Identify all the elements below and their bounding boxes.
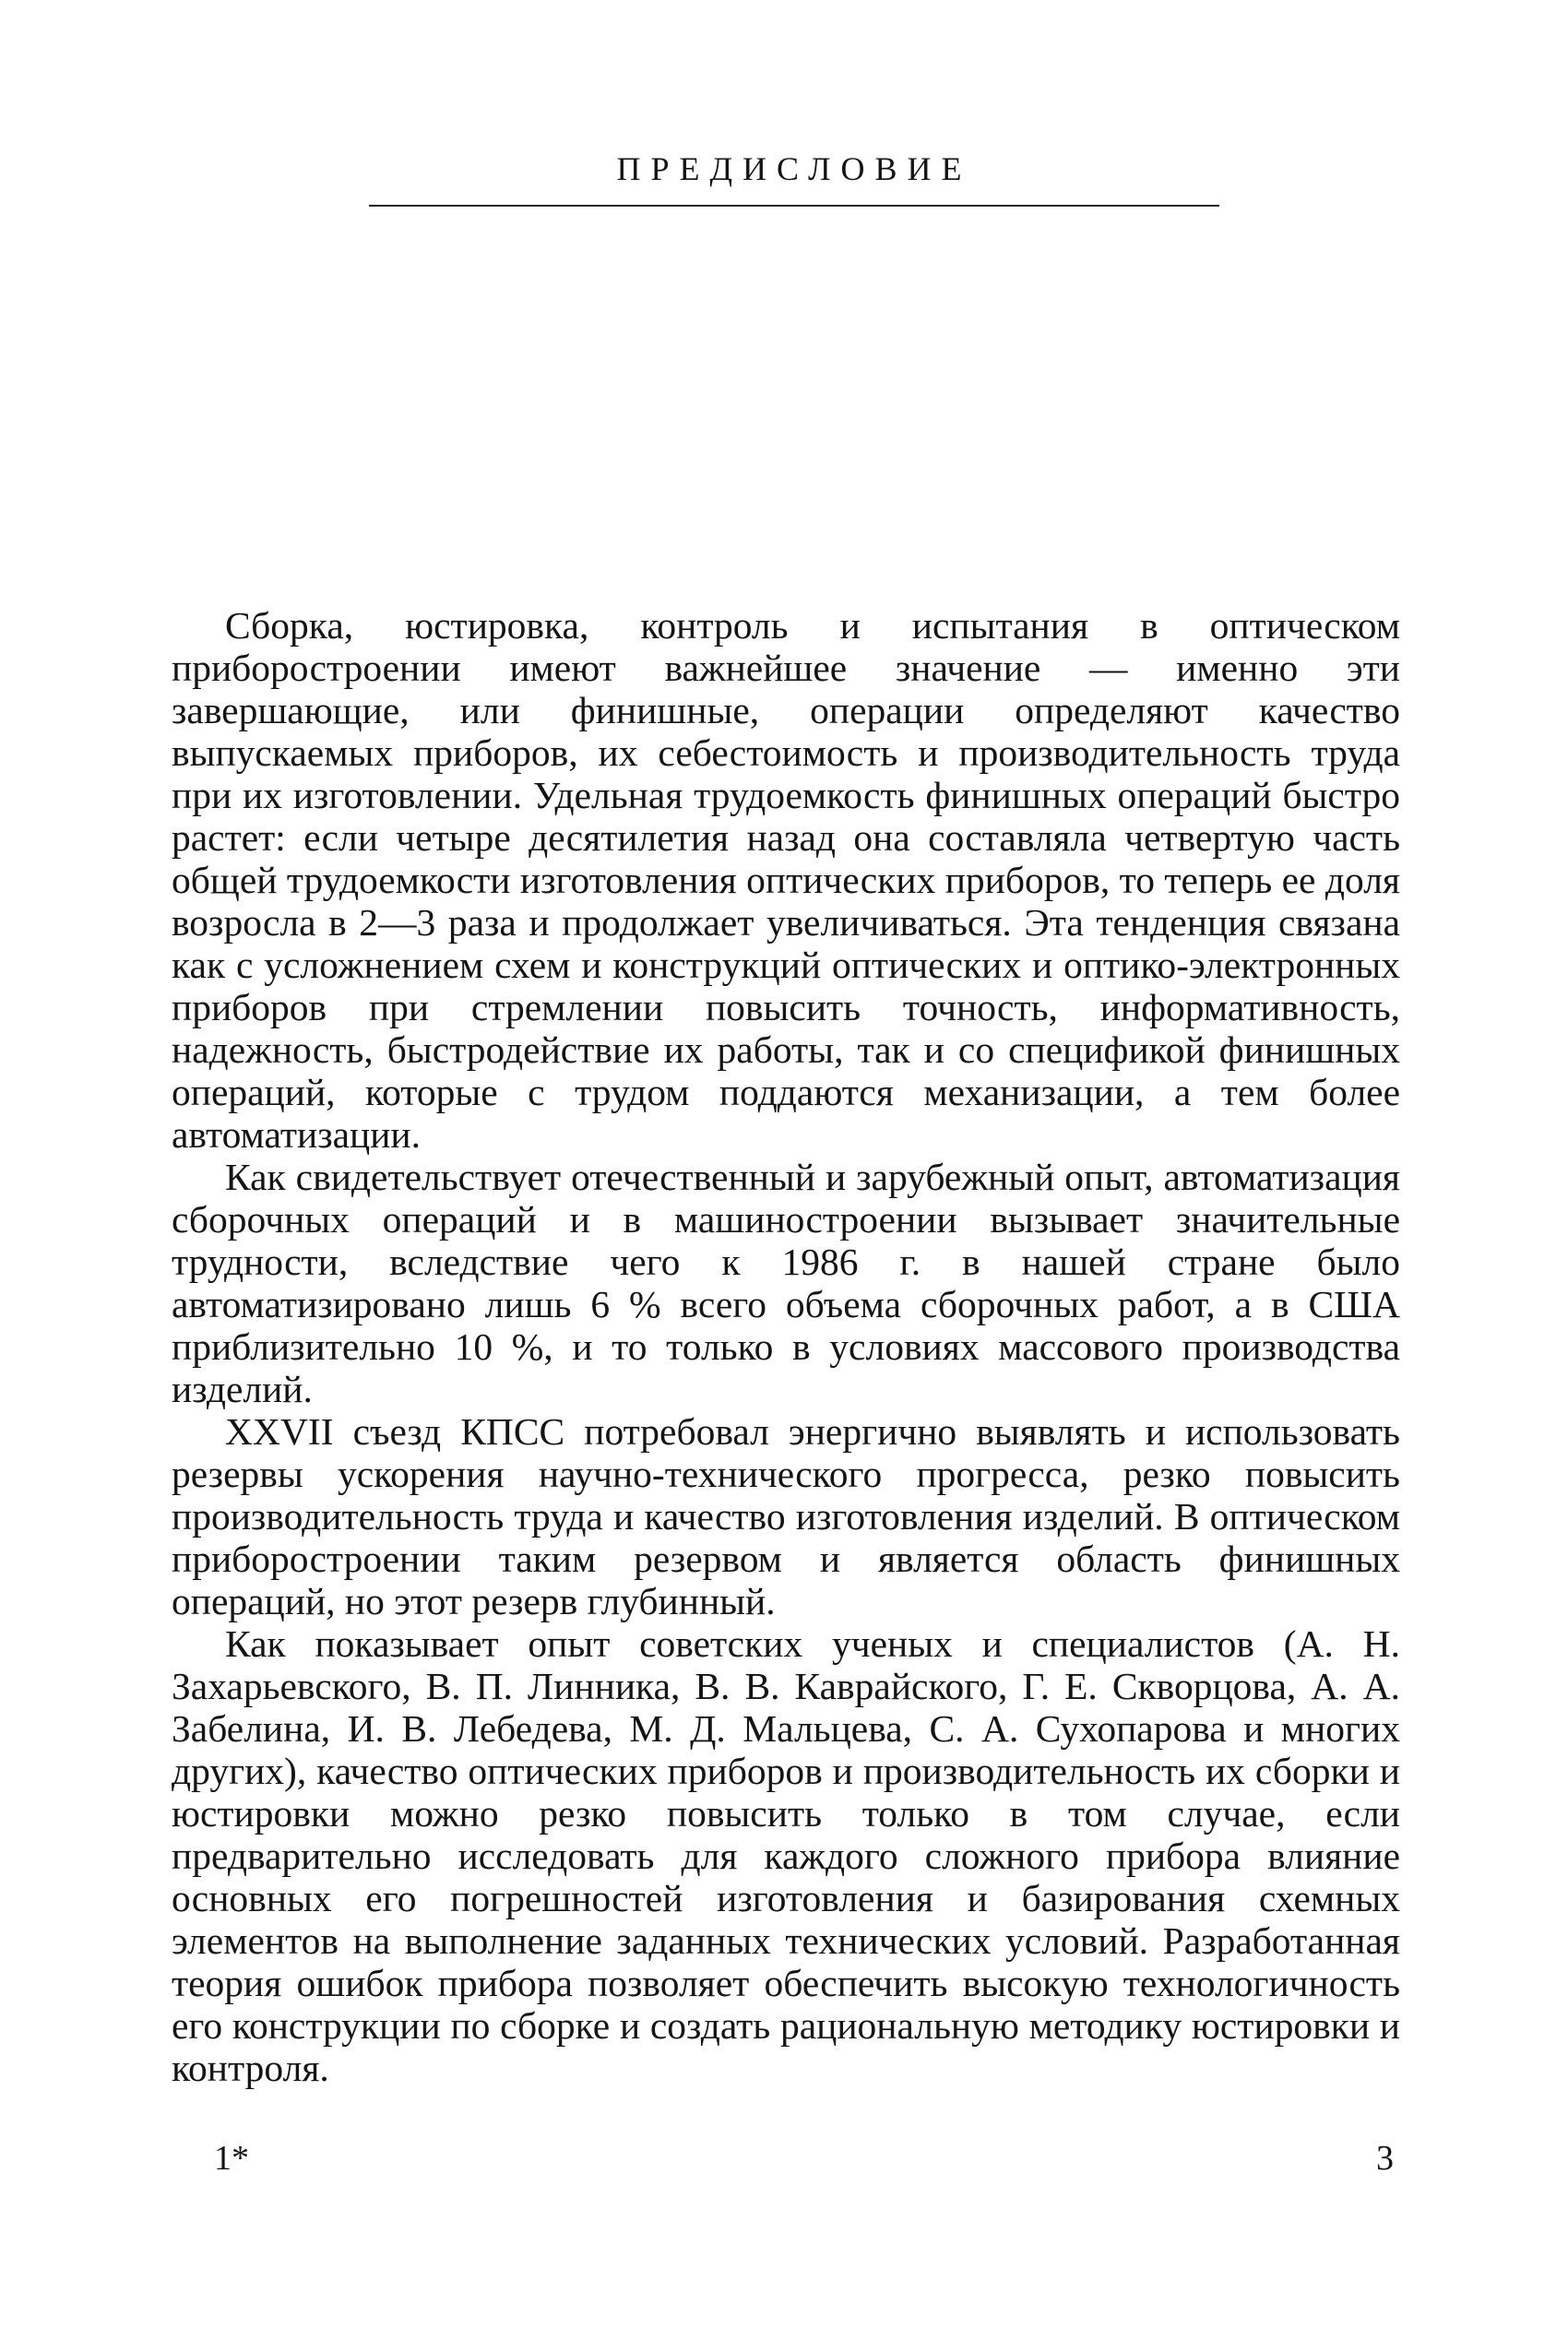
page-number: 3 [1376,2139,1394,2178]
paragraph: Как показывает опыт советских ученых и специалистов (А. Н. Захарьевского, В. П. Линника, В. В. Каврайского, Г. Е. Скворцова, А. А. Забелина, И. В. Лебедева, М. Д. Мальцева, С. А. Сухопарова и многих других), качество оптических приборов и производительность их сборки и юстировки можно резко повысить только в том случае, если предварительно исследовать для каждого сложного прибора влияние основных его погрешностей изготовления и базирования схемных элементов на выполнение заданных технических условий. Разработанная теория ошибок прибора позволяет обеспечить высокую технологичность его конструкции по сборке и создать рациональную методику юстировки и контроля. [172,1622,1400,2089]
signature-mark: 1* [214,2139,249,2178]
paragraph: Как свидетельствует отечественный и зарубежный опыт, автоматизация сборочных операций и в машиностроении вызывает значительные трудности, вследствие чего к 1986 г. в нашей стране было автоматизировано лишь 6 % всего объема сборочных работ, а в США приблизительно 10 %, и то только в условиях массового производства изделий. [172,1156,1400,1410]
body-text [172,604,1400,2089]
paragraph: XXVII съезд КПСС потребовал энергично выявлять и использовать резервы ускорения научно-технического прогресса, резко повысить производительность труда и качество изготовления изделий. В оптическом приборостроении таким резервом и является область финишных операций, но этот резерв глубинный. [172,1410,1400,1622]
title-divider [369,205,1219,207]
paragraph: Сборка, юстировка, контроль и испытания в оптическом приборостроении имеют важнейшее значение — именно эти завершающие, или финишные, операции определяют качество выпускаемых приборов, их себестоимость и производительность труда при их изготовлении. Удельная трудоемкость финишных операций быстро растет: если четыре десятилетия назад она составляла четвертую часть общей трудоемкости изготовления оптических приборов, то теперь ее доля возросла в 2—3 раза и продолжает увеличиваться. Эта тенденция связана как с усложнением схем и конструкций оптических и оптико-электронных приборов при стремлении повысить точность, информативность, надежность, быстродействие их работы, так и со спецификой финишных операций, которые с трудом поддаются механизации, а тем более автоматизации. [172,604,1400,1156]
page-title: ПРЕДИСЛОВИЕ [616,150,972,187]
